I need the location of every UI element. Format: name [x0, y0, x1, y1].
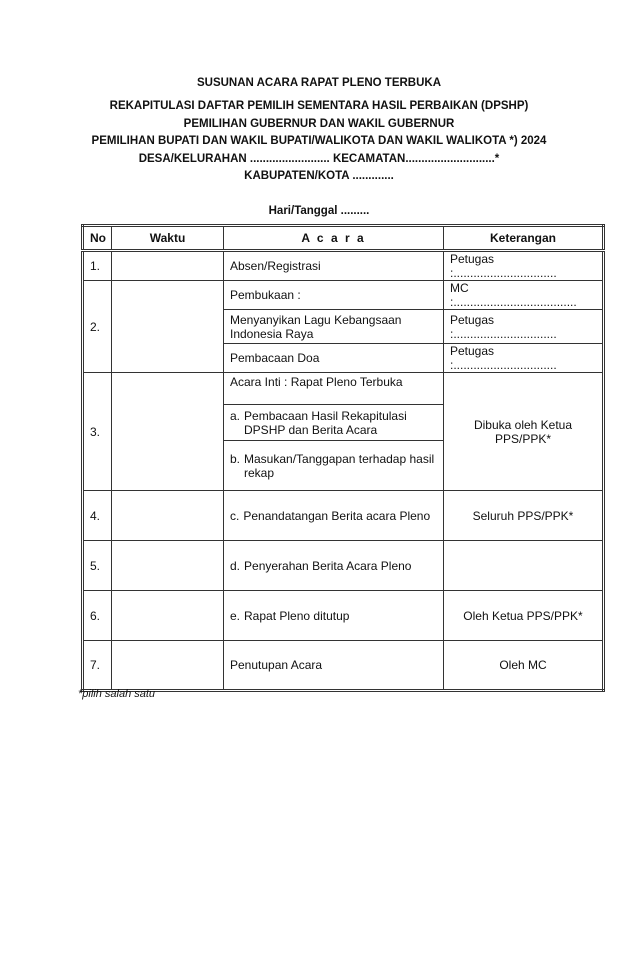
header-line-1: REKAPITULASI DAFTAR PEMILIH SEMENTARA HASIL PERBAIKAN (DPSHP) — [109, 100, 529, 112]
keterangan-cell: Dibuka oleh Ketua PPS/PPK* — [444, 373, 604, 491]
acara-cell: Pembacaan Doa — [224, 344, 444, 373]
header-waktu: Waktu — [112, 226, 224, 251]
keterangan-cell: MC :..................................... — [444, 281, 604, 310]
row-number: 3. — [83, 373, 112, 491]
acara-cell — [224, 405, 444, 441]
table-header-row — [83, 226, 604, 251]
acara-cell — [224, 541, 444, 591]
agenda-table — [81, 224, 605, 692]
header-line-4: DESA/KELURAHAN ......................... KECAMATAN............................* — [138, 152, 500, 165]
header-no: No — [83, 226, 112, 251]
footnote: *pilih salah satu — [78, 688, 156, 700]
acara-cell: Absen/Registrasi — [224, 251, 444, 281]
acara-text: Penyerahan Berita Acara Pleno — [244, 558, 412, 573]
acara-cell — [224, 441, 444, 491]
acara-cell: Acara Inti : Rapat Pleno Terbuka — [224, 373, 444, 405]
waktu-cell — [112, 591, 224, 641]
list-marker: a. — [230, 408, 241, 423]
header-line-2: PEMILIHAN GUBERNUR DAN WAKIL GUBERNUR — [183, 117, 455, 130]
keterangan-cell: Oleh Ketua PPS/PPK* — [444, 591, 604, 641]
row-number: 7. — [83, 641, 112, 691]
acara-text: Pembacaan Hasil Rekapitulasi DPSHP dan Berita Acara — [244, 408, 407, 437]
acara-cell: Menyanyikan Lagu Kebangsaan Indonesia Raya — [224, 310, 444, 344]
document-header — [0, 76, 638, 218]
row-number: 2. — [83, 281, 112, 373]
acara-text: Rapat Pleno ditutup — [244, 608, 350, 623]
keterangan-cell: Petugas :............................... — [444, 310, 604, 344]
document-title: SUSUNAN ACARA RAPAT PLENO TERBUKA — [196, 77, 442, 89]
acara-cell — [224, 591, 444, 641]
header-keterangan: Keterangan — [444, 226, 604, 251]
table-row — [83, 373, 604, 405]
row-number: 4. — [83, 491, 112, 541]
row-number: 6. — [83, 591, 112, 641]
waktu-cell — [112, 641, 224, 691]
header-acara: A c a r a — [224, 226, 444, 251]
row-number: 5. — [83, 541, 112, 591]
keterangan-cell — [444, 541, 604, 591]
keterangan-cell: Petugas :............................... — [444, 251, 604, 281]
table-row — [83, 591, 604, 641]
list-marker: b. — [230, 451, 241, 466]
acara-cell: Penutupan Acara — [224, 641, 444, 691]
table-row — [83, 541, 604, 591]
table-row — [83, 641, 604, 691]
table-row — [83, 491, 604, 541]
keterangan-cell: Seluruh PPS/PPK* — [444, 491, 604, 541]
acara-text: Penandatangan Berita acara Pleno — [243, 508, 431, 523]
keterangan-cell: Oleh MC — [444, 641, 604, 691]
table-row — [83, 251, 604, 281]
waktu-cell — [112, 281, 224, 373]
row-number: 1. — [83, 251, 112, 281]
waktu-cell — [112, 373, 224, 491]
table-row — [83, 281, 604, 310]
acara-text: Masukan/Tanggapan terhadap hasil rekap — [244, 451, 435, 480]
list-marker: e. — [230, 608, 241, 623]
list-marker: c. — [230, 508, 240, 523]
header-line-5: KABUPATEN/KOTA ............. — [244, 170, 394, 182]
header-line-3: PEMILIHAN BUPATI DAN WAKIL BUPATI/WALIKOTA DAN WAKIL WALIKOTA *) 2024 — [91, 135, 547, 147]
acara-cell — [224, 491, 444, 541]
acara-cell: Pembukaan : — [224, 281, 444, 310]
keterangan-cell: Petugas :............................... — [444, 344, 604, 373]
list-marker: d. — [230, 558, 241, 573]
date-line: Hari/Tanggal ......... — [268, 204, 370, 217]
waktu-cell — [112, 491, 224, 541]
waktu-cell — [112, 251, 224, 281]
waktu-cell — [112, 541, 224, 591]
